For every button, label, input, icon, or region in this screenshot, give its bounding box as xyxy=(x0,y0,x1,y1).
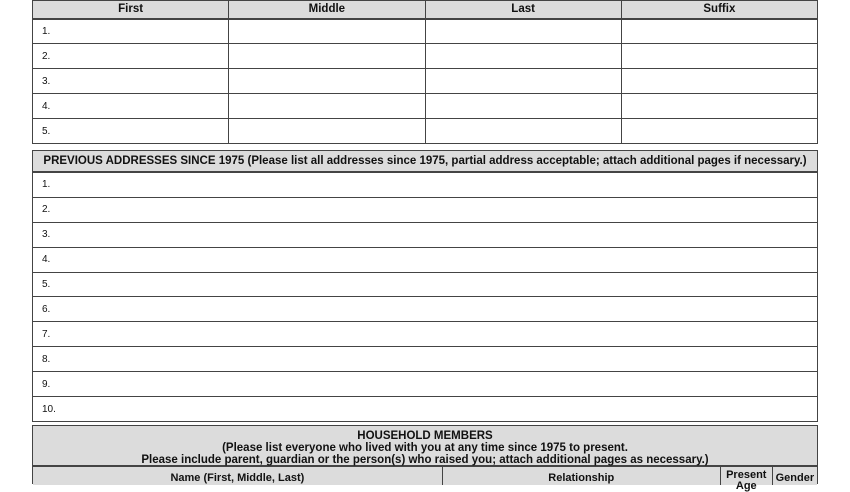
address-field-3[interactable]: 3. xyxy=(33,222,817,247)
last-name-field-3[interactable] xyxy=(425,69,621,94)
column-gender: Gender xyxy=(775,472,815,484)
column-present-age: Present Age xyxy=(721,467,773,485)
address-field-7[interactable]: 7. xyxy=(33,322,817,347)
address-field-1[interactable]: 1. xyxy=(33,173,817,198)
header-middle: Middle xyxy=(229,1,425,19)
household-members-header xyxy=(33,426,817,467)
address-row xyxy=(33,297,817,322)
suffix-field-3[interactable] xyxy=(621,69,817,94)
address-field-6[interactable]: 6. xyxy=(33,297,817,322)
middle-name-field-5[interactable] xyxy=(229,119,425,144)
household-instruction-line-1: (Please list everyone who lived with you at any time since 1975 to present. xyxy=(222,442,628,454)
suffix-field-2[interactable] xyxy=(621,44,817,69)
middle-name-field-4[interactable] xyxy=(229,94,425,119)
first-name-field-4[interactable]: 4. xyxy=(33,94,229,119)
last-name-field-1[interactable] xyxy=(425,19,621,44)
address-row xyxy=(33,222,817,247)
suffix-field-1[interactable] xyxy=(621,19,817,44)
household-column-headers xyxy=(33,467,817,492)
name-row xyxy=(33,44,818,69)
suffix-field-4[interactable] xyxy=(621,94,817,119)
header-first: First xyxy=(33,1,229,19)
name-row xyxy=(33,94,818,119)
name-row xyxy=(33,19,818,44)
address-row xyxy=(33,347,817,372)
address-row xyxy=(33,372,817,397)
name-row xyxy=(33,69,818,94)
address-row xyxy=(33,247,817,272)
address-field-10[interactable]: 10. xyxy=(33,397,817,422)
previous-addresses-section xyxy=(32,150,818,422)
household-title: HOUSEHOLD MEMBERS xyxy=(357,430,493,442)
names-table xyxy=(32,0,818,144)
last-name-field-2[interactable] xyxy=(425,44,621,69)
middle-name-field-3[interactable] xyxy=(229,69,425,94)
middle-name-field-2[interactable] xyxy=(229,44,425,69)
address-field-8[interactable]: 8. xyxy=(33,347,817,372)
address-row xyxy=(33,272,817,297)
address-field-4[interactable]: 4. xyxy=(33,247,817,272)
column-relationship: Relationship xyxy=(443,467,721,485)
address-row xyxy=(33,197,817,222)
address-row xyxy=(33,173,817,198)
suffix-field-5[interactable] xyxy=(621,119,817,144)
column-name: Name (First, Middle, Last) xyxy=(33,467,443,485)
address-field-2[interactable]: 2. xyxy=(33,197,817,222)
last-name-field-4[interactable] xyxy=(425,94,621,119)
previous-addresses-header: PREVIOUS ADDRESSES SINCE 1975 (Please list all addresses since 1975, partial address acceptable; attach additional pages if necessary.) xyxy=(33,151,817,172)
household-instruction-line-2: Please include parent, guardian or the person(s) who raised you; attach additional pages as necessary.) xyxy=(141,454,709,466)
address-field-5[interactable]: 5. xyxy=(33,272,817,297)
first-name-field-2[interactable]: 2. xyxy=(33,44,229,69)
last-name-field-5[interactable] xyxy=(425,119,621,144)
address-row xyxy=(33,397,817,422)
address-field-9[interactable]: 9. xyxy=(33,372,817,397)
header-last: Last xyxy=(425,1,621,19)
address-row xyxy=(33,322,817,347)
first-name-field-1[interactable]: 1. xyxy=(33,19,229,44)
header-suffix: Suffix xyxy=(621,1,817,19)
household-members-section xyxy=(32,425,818,492)
name-row xyxy=(33,119,818,144)
first-name-field-5[interactable]: 5. xyxy=(33,119,229,144)
first-name-field-3[interactable]: 3. xyxy=(33,69,229,94)
middle-name-field-1[interactable] xyxy=(229,19,425,44)
